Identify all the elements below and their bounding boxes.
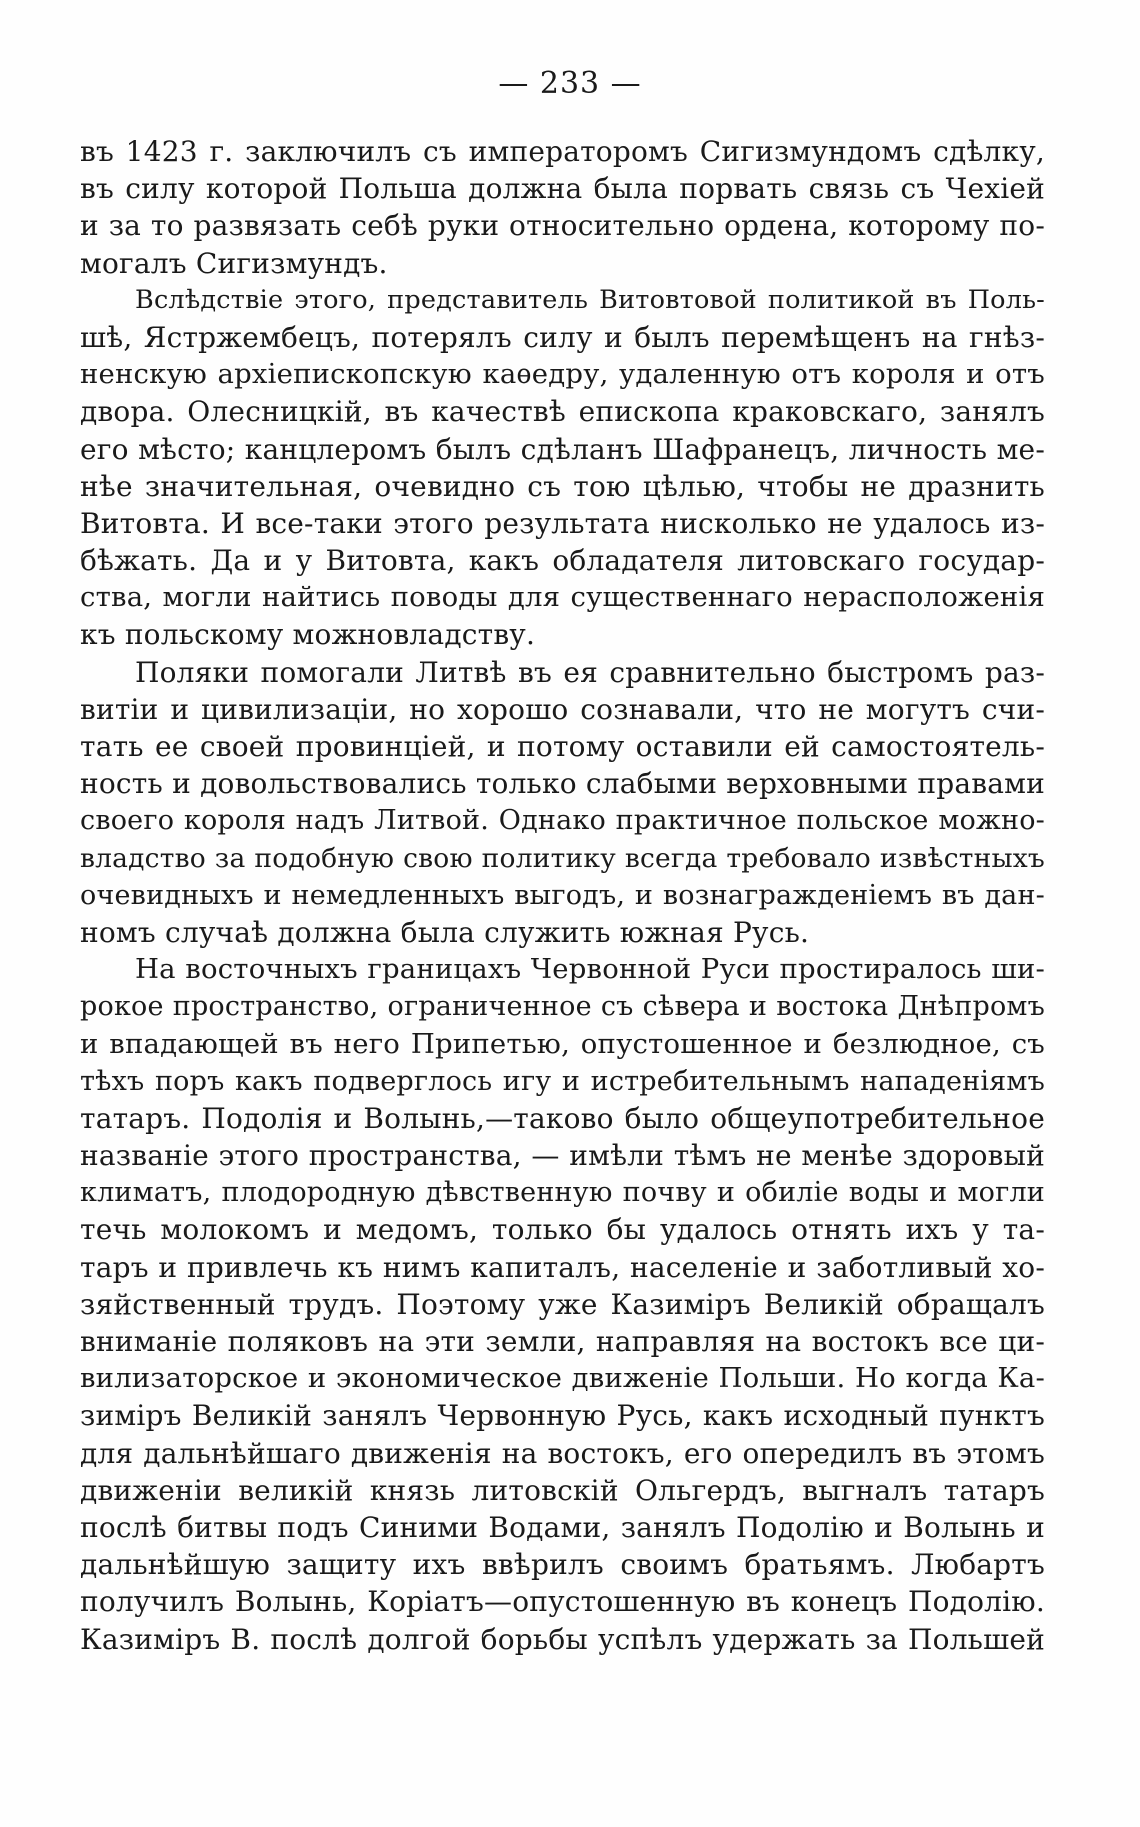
text-line: тать ее своей провинціей, и потому оставили ей самостоятель- (80, 730, 1045, 763)
text-line: получилъ Волынь, Коріатъ—опустошенную въ конецъ Подолію. (80, 1585, 1045, 1619)
text-line: Поляки помогали Литвѣ въ ея сравнительно быстромъ раз- (135, 655, 1045, 689)
text-line: движеніи великій князь литовскій Ольгердъ, выгналъ татаръ (80, 1473, 1045, 1507)
text-line: дальнѣйшую защиту ихъ ввѣрилъ своимъ братьямъ. Любартъ (80, 1548, 1045, 1582)
text-line: его мѣсто; канцлеромъ былъ сдѣланъ Шафранецъ, личность ме- (80, 432, 1045, 466)
text-line: климатъ, плодородную дѣвственную почву и обиліе воды и могли (80, 1177, 1045, 1209)
text-line: для дальнѣйшаго движенія на востокъ, его опередилъ въ этомъ (80, 1436, 1045, 1470)
text-line: таръ и привлечь къ нимъ капиталъ, населеніе и заботливый хо- (80, 1250, 1045, 1284)
text-line: бѣжать. Да и у Витовта, какъ обладателя литовскаго государ- (80, 544, 1045, 578)
text-line: витіи и цивилизаціи, но хорошо сознавали, что не могутъ счи- (80, 692, 1045, 726)
text-line: Казиміръ В. послѣ долгой борьбы успѣлъ удержать за Польшей (80, 1622, 1045, 1656)
text-line: къ польскому можновладству. (80, 618, 536, 652)
text-line: вниманіе поляковъ на эти земли, направляя на востокъ все ци- (80, 1325, 1045, 1358)
text-line: въ 1423 г. заключилъ съ императоромъ Сигизмундомъ сдѣлку, (80, 135, 1045, 168)
text-line: могалъ Сигизмундъ. (80, 246, 388, 280)
text-line: ность и довольствовались только слабыми верховными правами (80, 767, 1045, 801)
text-line: названіе этого пространства, — имѣли тѣмъ не менѣе здоровый (80, 1139, 1045, 1173)
text-line: зиміръ Великій занялъ Червонную Русь, какъ исходный пунктъ (80, 1399, 1045, 1433)
text-line: нѣе значительная, очевидно съ тою цѣлью, чтобы не дразнить (80, 469, 1045, 503)
text-line: ненскую архіепископскую каѳедру, удаленную отъ короля и отъ (80, 358, 1045, 391)
text-line: своего короля надъ Литвой. Однако практичное польское можно- (80, 805, 1045, 837)
text-line: послѣ битвы подъ Синими Водами, занялъ Подолію и Волынь и (80, 1510, 1045, 1544)
text-line: Витовта. И все-таки этого результата нисколько не удалось из- (80, 506, 1045, 540)
text-line: и за то развязать себѣ руки относительно ордена, которому по- (80, 209, 1045, 243)
text-line: На восточныхъ границахъ Червонной Руси простиралось ши- (135, 953, 1045, 986)
text-line: владство за подобную свою политику всегда требовало извѣстныхъ (80, 842, 1045, 874)
text-line: въ силу которой Польша должна была порвать связь съ Чехіей (80, 172, 1045, 206)
text-line: вилизаторское и экономическое движеніе Польши. Но когда Ка- (80, 1362, 1045, 1395)
text-line: рокое пространство, ограниченное съ сѣвера и востока Днѣпромъ (80, 991, 1045, 1023)
text-line: очевидныхъ и немедленныхъ выгодъ, и вознагражденіемъ въ дан- (80, 879, 1045, 911)
body-text (80, 133, 1045, 1658)
page-number: — 233 — (498, 66, 642, 101)
text-line: татаръ. Подолія и Волынь,—таково было общеупотребительное (80, 1101, 1045, 1135)
text-line: двора. Олесницкій, въ качествѣ епископа краковскаго, занялъ (80, 395, 1045, 429)
text-line: ства, могли найтись поводы для существеннаго нерасположенія (80, 581, 1045, 614)
text-line: тѣхъ поръ какъ подверглось игу и истребительнымъ нападеніямъ (80, 1065, 1045, 1097)
text-line: шѣ, Ястржембецъ, потерялъ силу и былъ перемѣщенъ на гнѣз- (80, 320, 1045, 354)
text-line: и впадающей въ него Припетью, опустошенное и безлюдное, съ (80, 1027, 1045, 1060)
text-line: номъ случаѣ должна была служить южная Русь. (80, 915, 810, 949)
text-line: Вслѣдствіе этого, представитель Витовтовой политикой въ Поль- (135, 284, 1045, 315)
text-line: течь молокомъ и медомъ, только бы удалось отнять ихъ у та- (80, 1213, 1045, 1247)
text-line: зяйственный трудъ. Поэтому уже Казиміръ Великій обращалъ (80, 1287, 1045, 1321)
